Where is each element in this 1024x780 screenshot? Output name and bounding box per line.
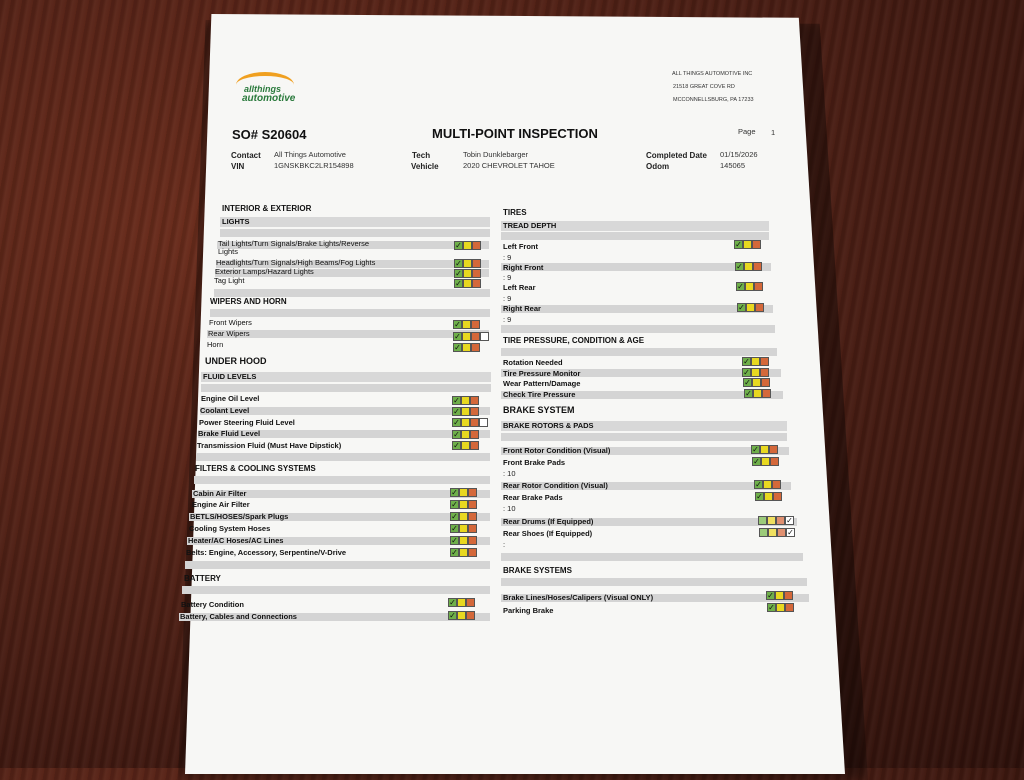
tech-label: Tech bbox=[412, 151, 431, 160]
red-urgent-checkbox[interactable] bbox=[468, 524, 477, 533]
red-urgent-checkbox[interactable] bbox=[772, 480, 781, 489]
wipers-item: Rear Wipers bbox=[208, 329, 250, 338]
company-name: ALL THINGS AUTOMOTIVE INC bbox=[672, 71, 753, 77]
green-ok-checkbox[interactable]: ✓ bbox=[743, 357, 750, 366]
green-ok-checkbox[interactable]: ✓ bbox=[744, 378, 751, 387]
fluid-item: Transmission Fluid (Must Have Dipstick) bbox=[197, 441, 342, 450]
status-checkboxes[interactable] bbox=[452, 407, 479, 416]
status-checkboxes[interactable] bbox=[450, 512, 477, 521]
status-checkboxes[interactable] bbox=[751, 445, 778, 454]
yellow-future-checkbox[interactable] bbox=[775, 591, 784, 600]
brake-system-heading: BRAKE SYSTEM bbox=[503, 405, 575, 415]
green-ok-checkbox[interactable]: ✓ bbox=[736, 262, 743, 271]
green-ok-checkbox[interactable]: ✓ bbox=[743, 368, 750, 377]
red-urgent-checkbox[interactable] bbox=[466, 611, 475, 620]
status-checkboxes[interactable] bbox=[454, 269, 481, 278]
tread-item: Left Front bbox=[503, 242, 538, 251]
green-ok-checkbox[interactable]: ✓ bbox=[449, 611, 456, 620]
yellow-future-checkbox[interactable] bbox=[776, 603, 785, 612]
green-ok-checkbox[interactable]: ✓ bbox=[768, 603, 775, 612]
filter-item: Cabin Air Filter bbox=[193, 489, 247, 498]
status-checkboxes[interactable] bbox=[734, 240, 761, 249]
green-ok-checkbox[interactable]: ✓ bbox=[453, 407, 460, 416]
rear-shoes-label: Rear Shoes (If Equipped) bbox=[503, 529, 593, 538]
status-checkboxes[interactable] bbox=[736, 282, 763, 291]
green-ok-checkbox[interactable]: ✓ bbox=[745, 389, 752, 398]
fluid-item: Engine Oil Level bbox=[201, 394, 260, 403]
green-ok-checkbox[interactable]: ✓ bbox=[451, 488, 458, 497]
section-bar bbox=[220, 229, 490, 237]
yellow-future-checkbox[interactable] bbox=[463, 279, 472, 288]
green-ok-checkbox[interactable]: ✓ bbox=[455, 269, 462, 278]
red-urgent-checkbox[interactable] bbox=[761, 378, 770, 387]
battery-heading: BATTERY bbox=[184, 574, 221, 583]
status-checkboxes[interactable] bbox=[454, 241, 481, 250]
status-checkboxes[interactable] bbox=[448, 611, 475, 620]
red-urgent-checkbox[interactable] bbox=[468, 500, 477, 509]
status-checkboxes[interactable] bbox=[453, 343, 480, 352]
contact-value: All Things Automotive bbox=[274, 150, 346, 159]
yellow-future-checkbox[interactable] bbox=[461, 396, 470, 405]
yellow-future-checkbox[interactable] bbox=[461, 407, 470, 416]
section-bar bbox=[501, 325, 775, 333]
red-urgent-checkbox[interactable] bbox=[785, 603, 794, 612]
green-ok-checkbox[interactable]: ✓ bbox=[451, 548, 458, 557]
rear-shoes-measurement: : bbox=[503, 540, 506, 549]
odom-value: 145065 bbox=[720, 161, 746, 170]
brake-rotors-subheading: BRAKE ROTORS & PADS bbox=[501, 421, 787, 431]
yellow-future-checkbox[interactable] bbox=[744, 262, 753, 271]
green-ok-checkbox[interactable]: ✓ bbox=[752, 445, 759, 454]
logo-text-line1: allthings bbox=[244, 84, 282, 94]
tread-measurement: : 9 bbox=[503, 315, 512, 324]
red-urgent-checkbox[interactable] bbox=[762, 389, 771, 398]
page-label: Page bbox=[738, 127, 756, 136]
under-hood-heading: UNDER HOOD bbox=[205, 356, 267, 366]
red-urgent-checkbox[interactable] bbox=[752, 240, 761, 249]
yellow-future-checkbox[interactable] bbox=[761, 457, 770, 466]
green-ok-checkbox[interactable]: ✓ bbox=[449, 598, 456, 607]
red-urgent-checkbox[interactable] bbox=[468, 548, 477, 557]
status-checkboxes[interactable] bbox=[744, 389, 771, 398]
tread-measurement: : 9 bbox=[503, 253, 512, 262]
red-urgent-checkbox[interactable] bbox=[466, 598, 475, 607]
interior-exterior-heading: INTERIOR & EXTERIOR bbox=[222, 204, 312, 213]
pressure-item: Tire Pressure Monitor bbox=[503, 369, 581, 378]
green-ok-checkbox[interactable]: ✓ bbox=[451, 536, 458, 545]
green-ok-checkbox[interactable]: ✓ bbox=[767, 591, 774, 600]
status-checkboxes[interactable] bbox=[450, 536, 477, 545]
tread-item: Left Rear bbox=[503, 283, 536, 292]
row-bar bbox=[501, 305, 773, 313]
status-checkboxes[interactable] bbox=[454, 259, 481, 268]
tread-measurement: : 9 bbox=[503, 273, 512, 282]
battery-item: Battery Condition bbox=[181, 600, 244, 609]
tread-measurement: : 9 bbox=[503, 294, 512, 303]
status-checkboxes[interactable] bbox=[735, 262, 762, 271]
red-urgent-checkbox[interactable] bbox=[470, 396, 479, 405]
status-checkboxes[interactable] bbox=[453, 320, 480, 329]
status-checkboxes[interactable] bbox=[452, 396, 479, 405]
red-urgent-checkbox[interactable] bbox=[773, 492, 782, 501]
section-bar bbox=[501, 348, 777, 356]
yellow-future-checkbox[interactable] bbox=[746, 303, 755, 312]
green-ok-checkbox[interactable]: ✓ bbox=[455, 241, 462, 250]
filter-item: BETLS/HOSES/Spark Plugs bbox=[190, 512, 289, 521]
rear-pads-label: Rear Brake Pads bbox=[503, 493, 563, 502]
green-ok-checkbox[interactable]: ✓ bbox=[451, 500, 458, 509]
fluid-item: Power Steering Fluid Level bbox=[199, 418, 295, 427]
status-checkboxes[interactable] bbox=[742, 368, 769, 377]
red-urgent-checkbox[interactable] bbox=[754, 282, 763, 291]
green-ok-checkbox[interactable]: ✓ bbox=[455, 279, 462, 288]
red-urgent-checkbox[interactable] bbox=[470, 430, 479, 439]
brake-systems-heading: BRAKE SYSTEMS bbox=[503, 566, 572, 575]
pressure-item: Rotation Needed bbox=[503, 358, 563, 367]
yellow-future-checkbox[interactable] bbox=[745, 282, 754, 291]
red-urgent-checkbox[interactable] bbox=[769, 445, 778, 454]
yellow-future-checkbox[interactable] bbox=[459, 512, 468, 521]
yellow-future-checkbox[interactable] bbox=[767, 516, 776, 525]
yellow-future-checkbox[interactable] bbox=[459, 500, 468, 509]
so-number: SO# S20604 bbox=[232, 127, 307, 142]
yellow-future-checkbox[interactable] bbox=[463, 241, 472, 250]
yellow-future-checkbox[interactable] bbox=[764, 492, 773, 501]
green-ok-checkbox[interactable]: ✓ bbox=[737, 282, 744, 291]
fluid-item: Brake Fluid Level bbox=[198, 429, 261, 438]
status-checkboxes[interactable] bbox=[767, 603, 794, 612]
section-bar bbox=[201, 384, 491, 392]
vin-label: VIN bbox=[231, 162, 245, 171]
red-urgent-checkbox[interactable] bbox=[770, 457, 779, 466]
front-pads-measurement: : 10 bbox=[503, 469, 516, 478]
yellow-future-checkbox[interactable] bbox=[459, 548, 468, 557]
status-checkboxes[interactable] bbox=[450, 524, 477, 533]
status-checkboxes[interactable] bbox=[453, 332, 489, 341]
yellow-future-checkbox[interactable] bbox=[760, 445, 769, 454]
red-urgent-checkbox[interactable] bbox=[755, 303, 764, 312]
status-checkboxes[interactable] bbox=[452, 418, 488, 427]
section-bar bbox=[196, 453, 490, 461]
section-bar bbox=[214, 289, 490, 297]
pressure-item: Wear Pattern/Damage bbox=[503, 379, 581, 388]
yellow-future-checkbox[interactable] bbox=[751, 368, 760, 377]
status-checkboxes[interactable] bbox=[454, 279, 481, 288]
yellow-future-checkbox[interactable] bbox=[462, 320, 471, 329]
red-urgent-checkbox[interactable] bbox=[472, 259, 481, 268]
red-urgent-checkbox[interactable] bbox=[468, 512, 477, 521]
yellow-future-checkbox[interactable] bbox=[753, 389, 762, 398]
section-bar bbox=[501, 433, 787, 441]
contact-label: Contact bbox=[231, 151, 261, 160]
wipers-horn-heading: WIPERS AND HORN bbox=[210, 297, 287, 306]
lights-item: Tail Lights/Turn Signals/Brake Lights/Reverse bbox=[218, 239, 370, 248]
green-ok-checkbox[interactable]: ✓ bbox=[453, 396, 460, 405]
tech-value: Tobin Dunklebarger bbox=[463, 150, 529, 159]
na-checkbox[interactable]: ✓ bbox=[786, 516, 793, 525]
page-title: MULTI-POINT INSPECTION bbox=[432, 126, 598, 141]
green-ok-checkbox[interactable] bbox=[759, 528, 768, 537]
green-ok-checkbox[interactable]: ✓ bbox=[451, 512, 458, 521]
yellow-future-checkbox[interactable] bbox=[461, 441, 470, 450]
yellow-future-checkbox[interactable] bbox=[462, 332, 471, 341]
red-urgent-checkbox[interactable] bbox=[784, 591, 793, 600]
status-checkboxes[interactable] bbox=[450, 500, 477, 509]
status-checkboxes[interactable] bbox=[759, 528, 795, 537]
status-checkboxes[interactable] bbox=[754, 480, 781, 489]
section-bar bbox=[210, 309, 490, 317]
red-urgent-checkbox[interactable] bbox=[468, 536, 477, 545]
rear-drums-label: Rear Drums (If Equipped) bbox=[503, 517, 594, 526]
yellow-future-checkbox[interactable] bbox=[459, 536, 468, 545]
status-checkboxes[interactable] bbox=[743, 378, 770, 387]
completed-date-value: 01/15/2026 bbox=[720, 150, 758, 159]
lights-item: Lights bbox=[218, 247, 239, 256]
yellow-future-checkbox[interactable] bbox=[743, 240, 752, 249]
green-ok-checkbox[interactable]: ✓ bbox=[454, 320, 461, 329]
yellow-future-checkbox[interactable] bbox=[457, 598, 466, 607]
green-ok-checkbox[interactable]: ✓ bbox=[735, 240, 742, 249]
red-urgent-checkbox[interactable] bbox=[471, 332, 480, 341]
tires-heading: TIRES bbox=[503, 208, 527, 217]
tread-item: Right Front bbox=[503, 263, 544, 272]
tire-pressure-heading: TIRE PRESSURE, CONDITION & AGE bbox=[503, 336, 645, 345]
status-checkboxes[interactable] bbox=[755, 492, 782, 501]
status-checkboxes[interactable] bbox=[742, 357, 769, 366]
extra-checkbox[interactable] bbox=[479, 418, 488, 427]
section-bar bbox=[194, 476, 490, 484]
status-checkboxes[interactable] bbox=[450, 488, 477, 497]
pressure-item: Check Tire Pressure bbox=[503, 390, 576, 399]
red-urgent-checkbox[interactable] bbox=[472, 241, 481, 250]
yellow-future-checkbox[interactable] bbox=[461, 430, 470, 439]
red-urgent-checkbox[interactable] bbox=[472, 269, 481, 278]
red-urgent-checkbox[interactable] bbox=[760, 357, 769, 366]
completed-date-label: Completed Date bbox=[646, 151, 707, 160]
section-bar bbox=[185, 561, 490, 569]
odom-label: Odom bbox=[646, 162, 670, 171]
company-street: 21518 GREAT COVE RD bbox=[673, 84, 735, 90]
section-bar bbox=[501, 553, 803, 561]
green-ok-checkbox[interactable]: ✓ bbox=[454, 332, 461, 341]
status-checkboxes[interactable] bbox=[758, 516, 794, 525]
fluid-levels-subheading: FLUID LEVELS bbox=[201, 372, 491, 382]
lights-subheading: LIGHTS bbox=[220, 217, 490, 227]
battery-item: Battery, Cables and Connections bbox=[180, 612, 297, 621]
yellow-future-checkbox[interactable] bbox=[459, 488, 468, 497]
brake-systems-item: Brake Lines/Hoses/Calipers (Visual ONLY) bbox=[503, 593, 654, 602]
lights-item: Tag Light bbox=[214, 276, 245, 285]
green-ok-checkbox[interactable]: ✓ bbox=[753, 457, 760, 466]
red-urgent-checkbox[interactable] bbox=[471, 320, 480, 329]
section-bar bbox=[501, 578, 807, 586]
red-urgent-checkbox[interactable] bbox=[760, 368, 769, 377]
front-pads-label: Front Brake Pads bbox=[503, 458, 566, 467]
status-checkboxes[interactable] bbox=[452, 430, 479, 439]
yellow-future-checkbox[interactable] bbox=[768, 528, 777, 537]
green-ok-checkbox[interactable]: ✓ bbox=[756, 492, 763, 501]
filter-item: Cooling System Hoses bbox=[189, 524, 271, 533]
fluid-item: Coolant Level bbox=[200, 406, 250, 415]
red-urgent-checkbox[interactable] bbox=[777, 528, 786, 537]
vin-value: 1GNSKBKC2LR154898 bbox=[274, 161, 354, 170]
red-urgent-checkbox[interactable] bbox=[468, 488, 477, 497]
green-ok-checkbox[interactable]: ✓ bbox=[738, 303, 745, 312]
filters-cooling-heading: FILTERS & COOLING SYSTEMS bbox=[195, 464, 316, 473]
tread-depth-subheading: TREAD DEPTH bbox=[501, 221, 769, 231]
green-ok-checkbox[interactable]: ✓ bbox=[453, 418, 460, 427]
yellow-future-checkbox[interactable] bbox=[751, 357, 760, 366]
extra-checkbox[interactable] bbox=[480, 332, 489, 341]
red-urgent-checkbox[interactable] bbox=[753, 262, 762, 271]
section-bar bbox=[501, 232, 769, 240]
red-urgent-checkbox[interactable] bbox=[776, 516, 785, 525]
status-checkboxes[interactable] bbox=[752, 457, 779, 466]
wipers-item: Front Wipers bbox=[209, 318, 252, 327]
brake-systems-item: Parking Brake bbox=[503, 606, 554, 615]
yellow-future-checkbox[interactable] bbox=[763, 480, 772, 489]
yellow-future-checkbox[interactable] bbox=[462, 343, 471, 352]
red-urgent-checkbox[interactable] bbox=[470, 441, 479, 450]
status-checkboxes[interactable] bbox=[450, 548, 477, 557]
status-checkboxes[interactable] bbox=[766, 591, 793, 600]
filter-item: Heater/AC Hoses/AC Lines bbox=[188, 536, 284, 545]
vehicle-value: 2020 CHEVROLET TAHOE bbox=[463, 161, 555, 170]
yellow-future-checkbox[interactable] bbox=[463, 269, 472, 278]
status-checkboxes[interactable] bbox=[737, 303, 764, 312]
status-checkboxes[interactable] bbox=[452, 441, 479, 450]
wipers-item: Horn bbox=[207, 340, 224, 349]
rear-pads-measurement: : 10 bbox=[503, 504, 516, 513]
green-ok-checkbox[interactable]: ✓ bbox=[451, 524, 458, 533]
green-ok-checkbox[interactable]: ✓ bbox=[453, 430, 460, 439]
company-city: MCCONNELLSBURG, PA 17233 bbox=[673, 97, 754, 103]
page-number: 1 bbox=[771, 128, 776, 137]
green-ok-checkbox[interactable]: ✓ bbox=[755, 480, 762, 489]
lights-item: Headlights/Turn Signals/High Beams/Fog Lights bbox=[216, 258, 376, 267]
yellow-future-checkbox[interactable] bbox=[457, 611, 466, 620]
company-logo bbox=[232, 72, 302, 108]
yellow-future-checkbox[interactable] bbox=[752, 378, 761, 387]
front-rotor-label: Front Rotor Condition (Visual) bbox=[503, 446, 611, 455]
red-urgent-checkbox[interactable] bbox=[470, 407, 479, 416]
green-ok-checkbox[interactable]: ✓ bbox=[455, 259, 462, 268]
filter-item: Engine Air Filter bbox=[192, 500, 250, 509]
tread-item: Right Rear bbox=[503, 304, 541, 313]
yellow-future-checkbox[interactable] bbox=[461, 418, 470, 427]
red-urgent-checkbox[interactable] bbox=[472, 279, 481, 288]
status-checkboxes[interactable] bbox=[448, 598, 475, 607]
lights-item: Exterior Lamps/Hazard Lights bbox=[215, 267, 314, 276]
green-ok-checkbox[interactable]: ✓ bbox=[453, 441, 460, 450]
green-ok-checkbox[interactable]: ✓ bbox=[454, 343, 461, 352]
yellow-future-checkbox[interactable] bbox=[463, 259, 472, 268]
red-urgent-checkbox[interactable] bbox=[471, 343, 480, 352]
green-ok-checkbox[interactable] bbox=[758, 516, 767, 525]
rear-rotor-label: Rear Rotor Condition (Visual) bbox=[503, 481, 608, 490]
na-checkbox[interactable]: ✓ bbox=[787, 528, 794, 537]
vehicle-label: Vehicle bbox=[411, 162, 439, 171]
section-bar bbox=[182, 586, 490, 594]
filter-item: Belts: Engine, Accessory, Serpentine/V-Drive bbox=[186, 548, 347, 557]
yellow-future-checkbox[interactable] bbox=[459, 524, 468, 533]
red-urgent-checkbox[interactable] bbox=[470, 418, 479, 427]
logo-text-line2: automotive bbox=[242, 93, 296, 104]
